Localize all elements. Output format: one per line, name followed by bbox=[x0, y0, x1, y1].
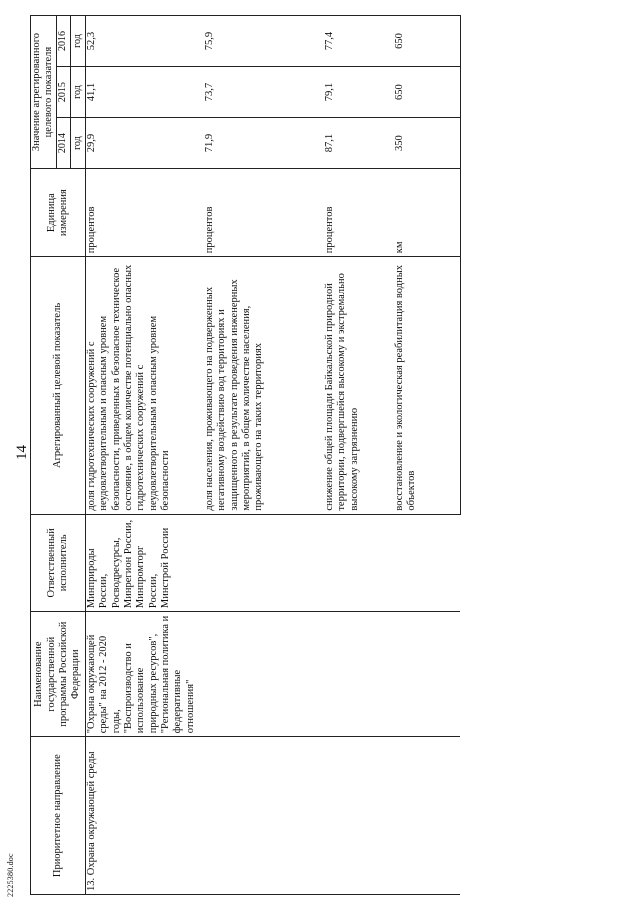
table-filler bbox=[448, 118, 461, 169]
indicator-value-2016: 52,3 bbox=[85, 16, 204, 67]
indicator-value-2014: 87,1 bbox=[324, 118, 394, 169]
page-number: 14 bbox=[14, 445, 30, 460]
header-executor: Ответственный исполнитель bbox=[31, 514, 86, 611]
indicator-value-2015: 73,7 bbox=[204, 67, 324, 118]
indicator-unit: процентов bbox=[85, 169, 204, 257]
header-value: Значение агрегированного целевого показателя bbox=[31, 16, 57, 169]
document-id: 2225380.doc bbox=[6, 853, 15, 897]
header-indicator: Агрегированный целевой показатель bbox=[31, 257, 86, 514]
executor: Минпромторг России, bbox=[135, 545, 159, 609]
header-year-unit: год bbox=[70, 118, 85, 169]
indicator-text: восстановление и экологическая реабилитация водных объектов bbox=[394, 257, 448, 514]
executor: Минстрой России bbox=[160, 527, 171, 609]
table-filler bbox=[448, 67, 461, 118]
header-unit: Единица измерения bbox=[31, 169, 86, 257]
indicator-unit: км bbox=[394, 169, 448, 257]
indicator-unit: процентов bbox=[204, 169, 324, 257]
indicator-value-2014: 29,9 bbox=[85, 118, 204, 169]
header-year-unit: год bbox=[70, 67, 85, 118]
header-direction: Приоритетное направление bbox=[31, 737, 86, 895]
header-program: Наименование государственной программы Российской Федерации bbox=[31, 612, 86, 737]
indicator-unit: процентов bbox=[324, 169, 394, 257]
indicator-text: снижение общей площади Байкальской природной территории, подвергшейся высокому и экстремально высокому загрязнению bbox=[324, 257, 394, 514]
program-name: "Региональная политика и федеративные отношения" bbox=[160, 615, 196, 734]
indicator-table bbox=[30, 15, 461, 895]
executor: Минприроды России, bbox=[85, 548, 110, 609]
indicator-value-2015: 41,1 bbox=[85, 67, 204, 118]
indicator-value-2016: 650 bbox=[394, 16, 448, 67]
header-year-2015: 2015 bbox=[56, 67, 70, 118]
executor: Минрегион России, bbox=[122, 519, 134, 609]
indicator-value-2016: 75,9 bbox=[204, 16, 324, 67]
executor: Росводресурсы, bbox=[110, 537, 122, 609]
program-names bbox=[85, 612, 460, 737]
indicator-value-2015: 650 bbox=[394, 67, 448, 118]
table-filler bbox=[448, 169, 461, 257]
table-filler bbox=[448, 16, 461, 67]
program-name: "Охрана окружающей среды" на 2012 - 2020 годы, bbox=[85, 634, 122, 734]
indicator-value-2015: 79,1 bbox=[324, 67, 394, 118]
indicator-value-2016: 77,4 bbox=[324, 16, 394, 67]
responsible-executors bbox=[85, 514, 460, 611]
indicator-value-2014: 350 bbox=[394, 118, 448, 169]
indicator-text: доля гидротехнических сооружений с неудовлетворительным и опасным уровнем безопасности, приведенных в безопасное техническое состояние, в общем количестве потенциально опасных гидротехнических сооружений с неудовлетворительным и опасным уровнем безопасности bbox=[85, 257, 204, 514]
header-year-2016: 2016 bbox=[56, 16, 70, 67]
priority-direction: 13. Охрана окружающей среды bbox=[85, 737, 460, 895]
header-year-unit: год bbox=[70, 16, 85, 67]
header-year-2014: 2014 bbox=[56, 118, 70, 169]
table-filler bbox=[448, 257, 461, 514]
indicator-value-2014: 71,9 bbox=[204, 118, 324, 169]
indicator-text: доля населения, проживающего на подверженных негативному воздействию вод территориях и защищенного в результате проведения инженерных мероприятий, в общем количестве населения, проживающего на таких территориях bbox=[204, 257, 324, 514]
program-name: "Воспроизводство и использование природных ресурсов", bbox=[122, 633, 159, 734]
